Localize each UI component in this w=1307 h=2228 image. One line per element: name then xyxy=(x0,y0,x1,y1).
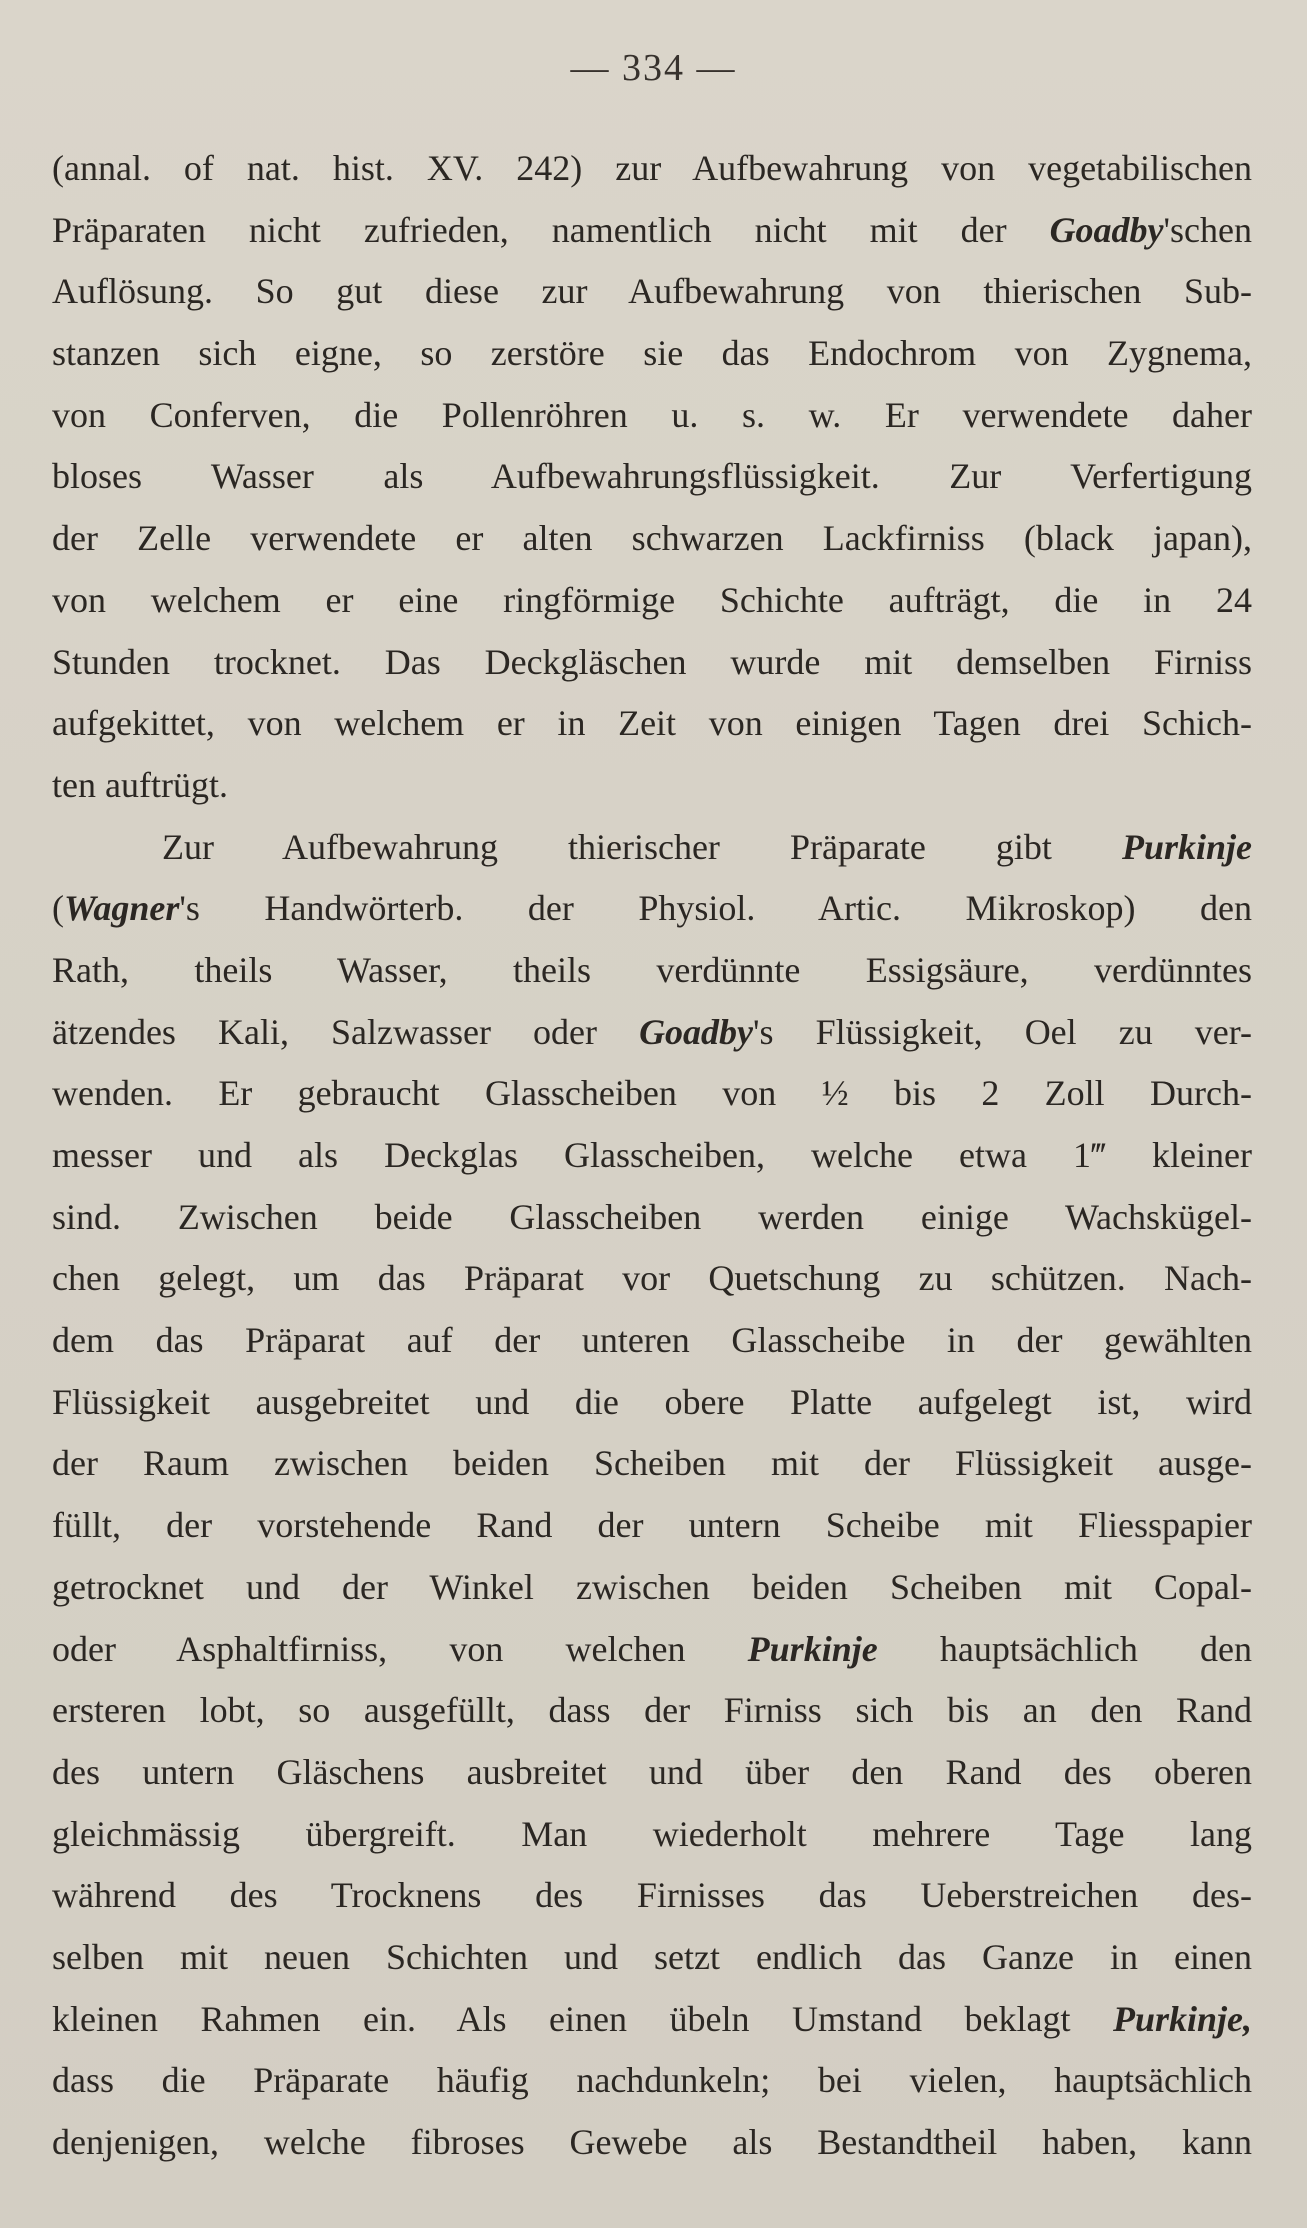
text-line xyxy=(52,570,1252,632)
text-segment: bloses Wasser als Aufbewahrungsflüssigkeit. Zur Verfertigung xyxy=(52,456,1252,497)
text-segment: Präparaten nicht zufrieden, namentlich nicht mit der xyxy=(52,209,1050,250)
text-line xyxy=(52,878,1252,940)
text-segment: der Raum zwischen beiden Scheiben mit der Flüssigkeit ausge- xyxy=(52,1443,1252,1484)
text-line xyxy=(52,940,1252,1002)
text-line xyxy=(52,1310,1252,1372)
text-line xyxy=(52,446,1252,508)
text-segment: chen gelegt, um das Präparat vor Quetschung zu schützen. Nach- xyxy=(52,1258,1252,1299)
text-segment: Rath, theils Wasser, theils verdünnte Essigsäure, verdünntes xyxy=(52,949,1252,990)
body-text xyxy=(52,138,1252,2174)
text-line xyxy=(52,1187,1252,1249)
text-segment: messer und als Deckglas Glasscheiben, welche etwa 1‴ kleiner xyxy=(52,1135,1252,1175)
text-line xyxy=(52,1433,1252,1495)
text-segment: dass die Präparate häufig nachdunkeln; bei vielen, hauptsächlich xyxy=(52,2060,1252,2101)
text-segment: ( xyxy=(52,888,64,929)
page-number: — 334 — xyxy=(570,47,737,89)
text-segment: getrocknet und der Winkel zwischen beiden Scheiben mit Copal- xyxy=(52,1566,1252,1607)
italic-name: Goadby xyxy=(1049,209,1164,250)
text-segment: füllt, der vorstehende Rand der untern Scheibe mit Fliesspapier xyxy=(52,1505,1252,1546)
text-segment: ten auftrügt. xyxy=(52,764,228,805)
text-segment: von welchem er eine ringförmige Schichte aufträgt, die in 24 xyxy=(52,579,1252,620)
text-segment: von Conferven, die Pollenröhren u. s. w. Er verwendete daher xyxy=(52,394,1252,435)
italic-name: Goadby xyxy=(639,1011,754,1052)
text-line xyxy=(52,1372,1252,1434)
italic-name: Wagner xyxy=(64,888,180,929)
text-line xyxy=(52,632,1252,694)
text-segment: Flüssigkeit ausgebreitet und die obere Platte aufgelegt ist, wird xyxy=(52,1381,1252,1422)
text-line xyxy=(52,200,1252,262)
text-segment: selben mit neuen Schichten und setzt endlich das Ganze in einen xyxy=(52,1936,1252,1977)
text-segment: Stunden trocknet. Das Deckgläschen wurde mit demselben Firniss xyxy=(52,641,1252,682)
text-segment: gleichmässig übergreift. Man wiederholt mehrere Tage lang xyxy=(52,1813,1252,1854)
text-segment: kleinen Rahmen ein. Als einen übeln Umstand beklagt xyxy=(52,1998,1113,2039)
text-segment: oder Asphaltfirniss, von welchen xyxy=(52,1628,748,1669)
text-line xyxy=(52,2112,1252,2174)
text-line xyxy=(52,1680,1252,1742)
text-segment: denjenigen, welche fibroses Gewebe als Bestandtheil haben, kann xyxy=(52,2122,1252,2162)
text-line xyxy=(52,1557,1252,1619)
italic-name: Purkinje xyxy=(1121,826,1252,867)
text-segment: ätzendes Kali, Salzwasser oder xyxy=(52,1011,640,1052)
text-line xyxy=(52,1125,1252,1187)
text-segment: 'schen xyxy=(1163,209,1252,250)
text-line xyxy=(52,1002,1252,1064)
text-segment: stanzen sich eigne, so zerstöre sie das Endochrom von Zygnema, xyxy=(52,333,1252,374)
text-segment: des untern Gläschens ausbreitet und über den Rand des oberen xyxy=(52,1751,1252,1792)
text-segment: Zur Aufbewahrung thierischer Präparate gibt xyxy=(162,826,1122,867)
italic-name: Purkinje xyxy=(747,1628,878,1669)
text-segment: der Zelle verwendete er alten schwarzen Lackfirniss (black japan), xyxy=(52,518,1252,559)
text-line xyxy=(52,1248,1252,1310)
text-line xyxy=(52,323,1252,385)
text-segment: wenden. Er gebraucht Glasscheiben von ½ bis 2 Zoll Durch- xyxy=(52,1073,1252,1114)
text-line xyxy=(52,693,1252,755)
text-segment: Auflösung. So gut diese zur Aufbewahrung von thierischen Sub- xyxy=(52,271,1252,312)
text-line xyxy=(52,1865,1252,1927)
text-line xyxy=(52,138,1252,200)
text-line xyxy=(52,1742,1252,1804)
text-segment: während des Trocknens des Firnisses das Ueberstreichen des- xyxy=(52,1875,1252,1916)
text-line xyxy=(52,1063,1252,1125)
text-line xyxy=(52,261,1252,323)
text-line xyxy=(52,385,1252,447)
text-segment: 's Handwörterb. der Physiol. Artic. Mikroskop) den xyxy=(179,888,1252,929)
text-line xyxy=(52,1989,1252,2051)
text-line xyxy=(52,1495,1252,1557)
text-line xyxy=(52,1619,1252,1681)
text-segment: aufgekittet, von welchem er in Zeit von einigen Tagen drei Schich- xyxy=(52,703,1252,744)
italic-name: Purkinje, xyxy=(1112,1998,1252,2039)
text-segment: (annal. of nat. hist. XV. 242) zur Aufbewahrung von vegetabilischen xyxy=(52,148,1252,188)
text-segment: sind. Zwischen beide Glasscheiben werden einige Wachskügel- xyxy=(52,1196,1252,1237)
text-line xyxy=(52,755,1252,817)
text-line xyxy=(52,508,1252,570)
text-segment: dem das Präparat auf der unteren Glasscheibe in der gewählten xyxy=(52,1320,1252,1361)
text-line xyxy=(52,817,1252,879)
text-segment: 's Flüssigkeit, Oel zu ver- xyxy=(753,1011,1252,1052)
text-line xyxy=(52,2050,1252,2112)
text-line xyxy=(52,1927,1252,1989)
text-segment: hauptsächlich den xyxy=(877,1628,1252,1669)
text-segment: ersteren lobt, so ausgefüllt, dass der Firniss sich bis an den Rand xyxy=(52,1690,1252,1731)
text-line xyxy=(52,1804,1252,1866)
